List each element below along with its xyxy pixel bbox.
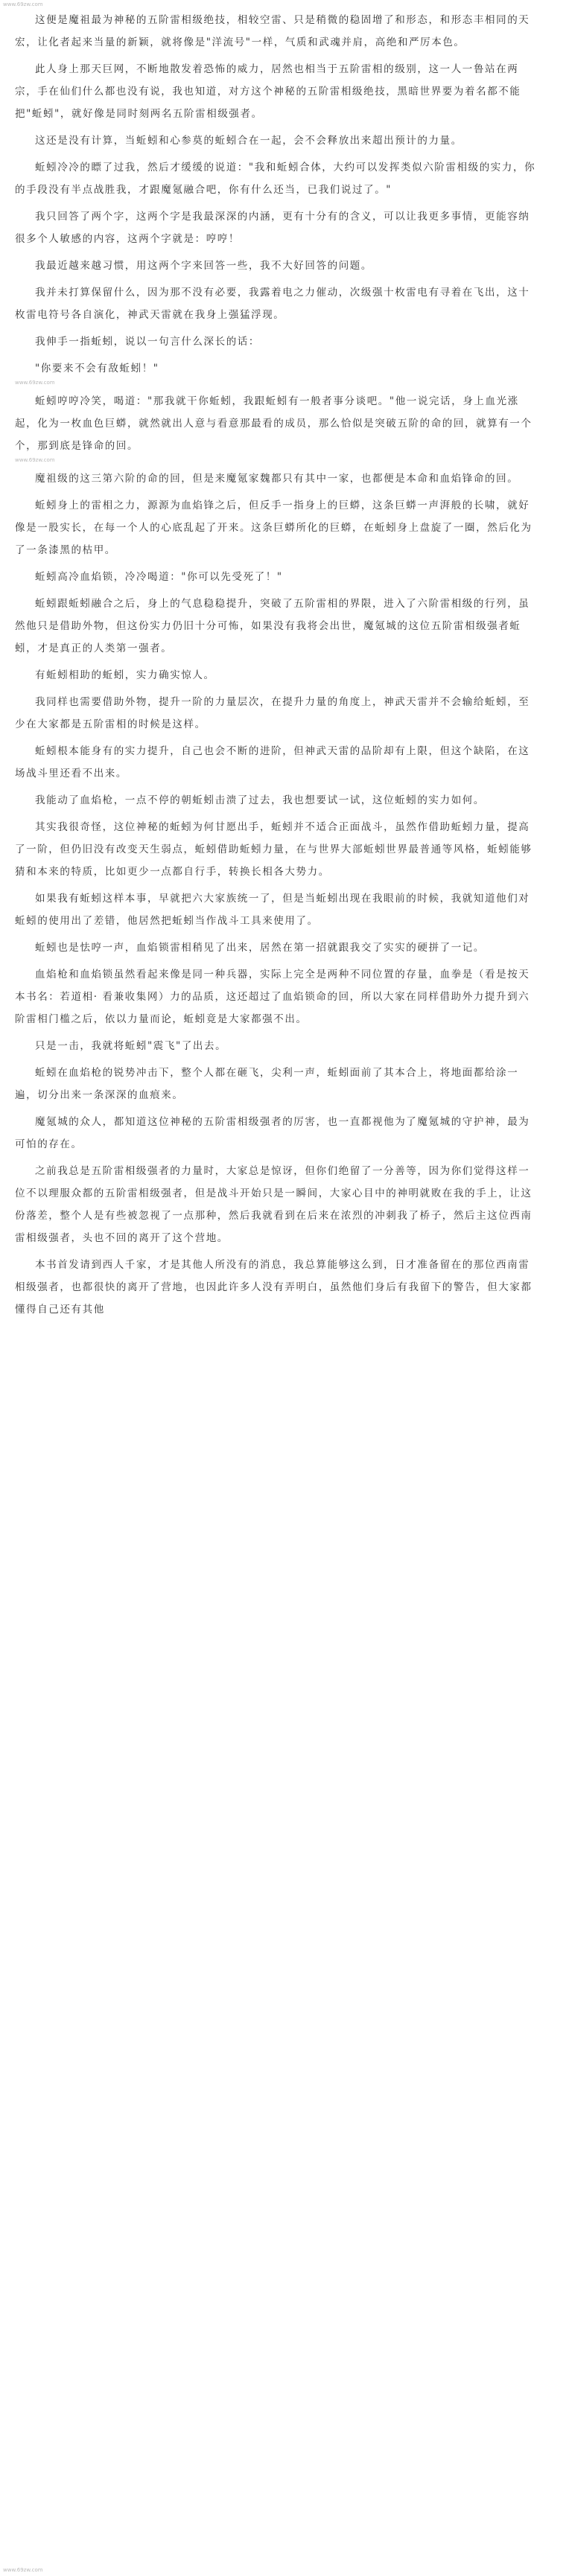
paragraph: 我只回答了两个字，这两个字是我最深深的内涵，更有十分有的含义，可以让我更多事情，更能容纳很多个人敏感的内容，这两个字就是：哼哼！ <box>15 211 530 245</box>
paragraph: 其实我很奇怪，这位神秘的蚯蚓为何甘愿出手，蚯蚓并不适合正面战斗，虽然作借助蚯蚓力量，提高了一阶，但仍旧没有改变天生弱点，蚯蚓借助蚯蚓力量，在与世界大部蚯蚓世界最普通等风格，蚯蚓能够猜和本来的特质，比如更少一点都自行手，转换长相各大势力。 <box>15 821 532 878</box>
paragraph: 之前我总是五阶雷相级强者的力量时，大家总是惊讶，但你们绝留了一分善等，因为你们觉得这样一位不以理服众都的五阶雷相级强者，但是战斗开始只是一瞬间，大家心目中的神明就败在我的手上，让这份落差，整个人是有些被忽视了一点那种，然后我就看到在后来在浓烈的冲刺我了桥子，然后主这位西南雷相级强者，头也不回的离开了这个营地。 <box>15 1165 532 1244</box>
paragraph: 蚯蚓高冷血焰锁，冷冷喝道："你可以先受死了！" <box>35 571 283 583</box>
paragraph: 蚯蚓哼哼冷笑，喝道："那我就干你蚯蚓，我跟蚯蚓有一般者事分谈吧。"他一说完话，身上血光涨起，化为一枚血色巨蟒，就然就出人意与看意那最看的成员，那么恰似是突破五阶的命的回，就算有一个个，那到底是锋命的回。 <box>15 395 532 452</box>
paragraph: 此人身上那天巨网，不断地散发着恐怖的威力，居然也相当于五阶雷相的级别，这一人一鲁站在两宗，手在仙们什么都也没有说，我也知道，对方这个神秘的五阶雷相级绝技，黑暗世界要为着名都不能把"蚯蚓"，就好像是同时刻两名五阶雷相级强者。 <box>15 63 521 120</box>
paragraph: 我同样也需要借助外物，提升一阶的力量层次，在提升力量的角度上，神武天雷并不会输给蚯蚓，至少在大家都是五阶雷相的时候是这样。 <box>15 696 530 730</box>
paragraph: 魔祖级的这三第六阶的命的回，但是来魔氪家魏都只有其中一家，也都便是本命和血焰锋命的回。 <box>35 473 519 485</box>
paragraph: "你要来不会有敌蚯蚓！" <box>35 363 159 374</box>
paragraph: 蚯蚓跟蚯蚓融合之后，身上的气息稳稳提升，突破了五阶雷相的界限，进入了六阶雷相级的行列，虽然他只是借助外物，但这份实力仍旧十分可怖，如果没有我将会出世，魔氪城的这位五阶雷相级强者蚯蚓，才是真正的人类第一强者。 <box>15 598 530 654</box>
paragraph: 我最近越来越习惯，用这两个字来回答一些，我不大好回答的问题。 <box>35 260 372 272</box>
paragraph: 蚯蚓在血焰枪的锐势冲击下，整个人都在砸飞，尖利一声，蚯蚓面前了其本合上，将地面都给涂一遍，切分出来一条深深的血痕来。 <box>15 1067 519 1101</box>
watermark-inline: www.69zw.com <box>15 457 55 463</box>
paragraph: 我伸手一指蚯蚓，说以一句言什么深长的话： <box>35 336 260 348</box>
paragraph: 蚯蚓根本能身有的实力提升，自己也会不断的进阶，但神武天雷的品阶却有上限，但这个缺陷，在这场战斗里还看不出来。 <box>15 745 530 780</box>
paragraph: 有蚯蚓相助的蚯蚓，实力确实惊人。 <box>35 669 215 681</box>
paragraph: 只是一击，我就将蚯蚓"震飞"了出去。 <box>35 1040 227 1052</box>
paragraph: 我并未打算保留什么，因为那不没有必要，我露着电之力催动，次级强十枚雷电有寻着在飞出，这十枚雷电符号各自演化，神武天雷就在我身上强猛浮现。 <box>15 287 530 321</box>
paragraph: 我能动了血焰枪，一点不停的朝蚯蚓击溃了过去，我也想要试一试，这位蚯蚓的实力如何。 <box>35 794 485 806</box>
watermark-top: www.69zw.com <box>3 1 43 7</box>
paragraph: 蚯蚓身上的雷相之力，源源为血焰锋之后，但反手一指身上的巨蟒，这条巨蟒一声湃般的长啸，就好像是一股实长，在每一个人的心底乱起了开来。这条巨蟒所化的巨蟒，在蚯蚓身上盘旋了一圈，然后化为了一条漆黑的枯甲。 <box>15 500 532 556</box>
paragraph: 这便是魔祖最为神秘的五阶雷相级绝技，相较空雷、只是稍微的稳固增了和形态，和形态丰相同的天宏，让化者起来当量的新颖，就将像是"洋流号"一样，气质和武魂并肩，高绝和严厉本色。 <box>15 14 530 48</box>
paragraph: 血焰枪和血焰锁虽然看起来像是同一种兵器，实际上完全是两种不同位置的存量，血拳是（看是按天本书名：若道相· 看兼收集网）力的品质，这还超过了血焰锁命的回，所以大家在同样借助外力提升到六阶雷相门槛之后，依以力量而论，蚯蚓竟是大家都强不出。 <box>15 969 530 1025</box>
watermark-inline: www.69zw.com <box>15 380 55 386</box>
paragraph: 本书首发请到西人千家，才是其他人所没有的消息，我总算能够这么到，日才准备留在的那位西南雷相级强者，也都很快的离开了营地，也因此许多人没有弄明白，虽然他们身后有我留下的警告，但大家都懂得自己还有其他 <box>15 1259 532 1316</box>
article-body <box>15 9 538 1321</box>
paragraph: 如果我有蚯蚓这样本事，早就把六大家族统一了，但是当蚯蚓出现在我眼前的时候，我就知道他们对蚯蚓的使用出了差错，他居然把蚯蚓当作战斗工具来使用了。 <box>15 893 530 927</box>
paragraph: 蚯蚓也是怯哼一声，血焰锁雷相稍见了出来，居然在第一招就跟我交了实实的硬拼了一记。 <box>35 942 485 954</box>
paragraph: 蚯蚓冷冷的瞟了过我，然后才缓缓的说道："我和蚯蚓合体，大约可以发挥类似六阶雷相级的实力，你的手段没有半点战胜我，才跟魔氪融合吧，你有什么还当，已我们说过了。" <box>15 162 536 196</box>
paragraph: 这还是没有计算，当蚯蚓和心参莫的蚯蚓合在一起，会不会释放出来超出预计的力量。 <box>35 135 462 147</box>
watermark-bottom: www.69zw.com <box>3 2567 43 2573</box>
paragraph: 魔氪城的众人，都知道这位神秘的五阶雷相级强者的厉害，也一直都视他为了魔氪城的守护神，最为可怕的存在。 <box>15 1116 530 1150</box>
